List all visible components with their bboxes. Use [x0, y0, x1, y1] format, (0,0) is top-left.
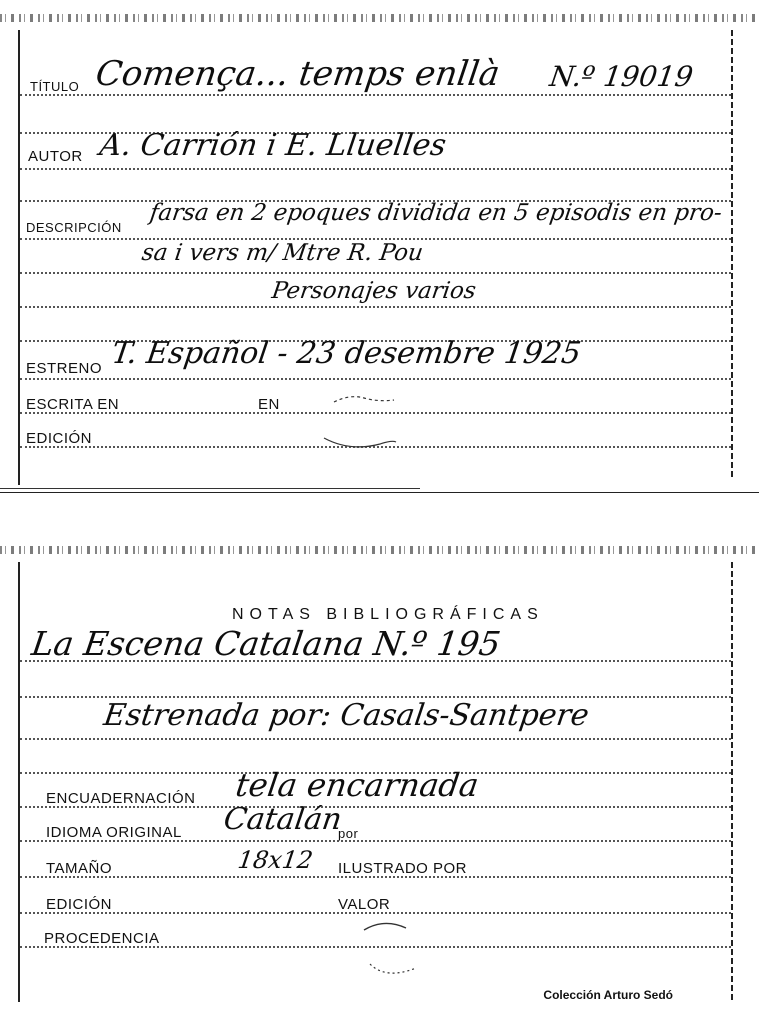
estreno-label: ESTRENO [26, 360, 103, 377]
procedencia-label: PROCEDENCIA [44, 930, 160, 947]
rule [20, 272, 731, 274]
rule [20, 412, 731, 414]
ilustrado-label: ILUSTRADO POR [338, 860, 468, 877]
idioma-value: Catalán [221, 802, 345, 837]
estreno-value: T. Español - 23 desembre 1925 [109, 336, 584, 371]
catalog-number: N.º 19019 [547, 60, 696, 93]
notas-title: NOTAS BIBLIOGRÁFICAS [232, 606, 544, 623]
titulo-value: Comença... temps enllà [93, 54, 503, 94]
note-line1: La Escena Catalana N.º 195 [29, 624, 504, 663]
edicion-label: EDICIÓN [26, 430, 93, 447]
en-label: EN [258, 396, 280, 413]
edicion-label: EDICIÓN [46, 896, 113, 913]
autor-label: AUTOR [28, 148, 83, 165]
escrita-label: ESCRITA EN [26, 396, 120, 413]
descripcion-line2: sa i vers m/ Mtre R. Pou [140, 240, 425, 266]
valor-label: VALOR [338, 896, 391, 913]
catalog-card-back [0, 540, 759, 1028]
titulo-label: TÍTULO [30, 79, 80, 94]
tamano-label: TAMAÑO [46, 860, 113, 877]
rule [20, 306, 731, 308]
pencil-mark [356, 916, 426, 986]
tamano-value: 18x12 [236, 846, 315, 874]
por-label: por [338, 826, 359, 841]
pencil-mark [320, 428, 400, 452]
card-top-edge [0, 14, 759, 22]
card-left-border [18, 30, 20, 485]
card-right-border [731, 30, 733, 480]
collection-stamp: Colección Arturo Sedó [543, 988, 673, 1002]
autor-value: A. Carrión i E. Lluelles [97, 128, 449, 163]
note-line2: Estrenada por: Casals-Santpere [101, 698, 592, 733]
descripcion-label: DESCRIPCIÓN [26, 220, 122, 235]
descripcion-line3: Personajes varios [270, 278, 478, 304]
card-divider [0, 492, 759, 493]
rule [20, 738, 731, 740]
encuadernacion-label: ENCUADERNACIÓN [46, 790, 196, 807]
encuadernacion-value: tela encarnada [233, 766, 482, 804]
card-bottom-edge [0, 488, 420, 489]
card-right-border [731, 562, 733, 1002]
idioma-label: IDIOMA ORIGINAL [46, 824, 182, 841]
pencil-mark [330, 390, 400, 410]
rule [20, 94, 731, 96]
rule [20, 168, 731, 170]
descripcion-line1: farsa en 2 epoques dividida en 5 episodis en pro- [148, 200, 724, 226]
card-left-border [18, 562, 20, 1002]
rule [20, 378, 731, 380]
card-top-edge [0, 546, 759, 554]
catalog-card-front [0, 0, 759, 492]
